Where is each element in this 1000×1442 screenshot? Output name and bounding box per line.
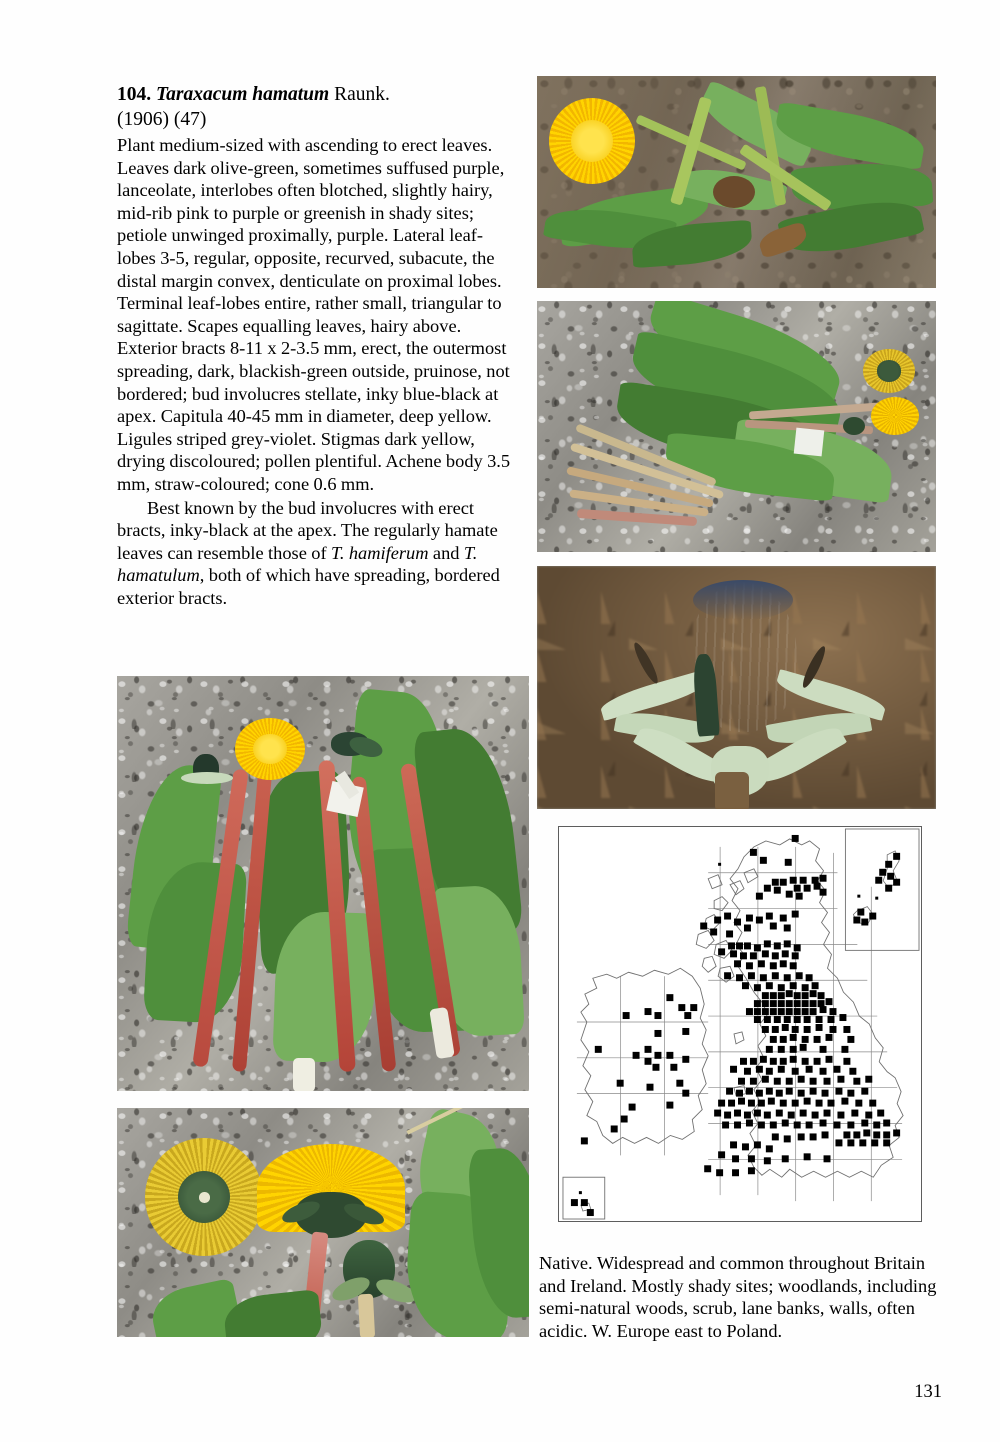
flower-head xyxy=(549,98,635,184)
page-number: 131 xyxy=(914,1382,942,1402)
inset-channel-islands xyxy=(563,1177,605,1219)
species-description: Plant medium-sized with ascending to erect leaves. Leaves dark olive-green, sometimes suffused purple, lanceolate, interlobes often blotched, slightly hairy, mid-rib pink to purple or greenish in shady sites; petiole unwinged proximally, purple. Lateral leaf-lobes 3-5, regular, opposite, recurved, subacute, the distal margin convex, denticulate on proximal lobes. Terminal leaf-lobes entire, rather small, triangular to sagittate. Scapes equalling leaves, hairy above. Exterior bracts 8-11 x 2-3.5 mm, erect, the outermost spreading, dark, blackish-green outside, pruinose, not bordered; bud involucres stellate, inky blue-black at apex. Capitula 40-45 mm in diameter, deep yellow. Ligules striped grey-violet. Stigmas dark yellow, drying discoloured; pollen plentiful. Achene body 3.5 mm, straw-coloured; cone 0.6 mm. xyxy=(117,135,511,494)
similar-species-1: T. hamiferum xyxy=(330,542,429,563)
species-text-column xyxy=(117,82,517,609)
species-authority: Raunk. xyxy=(334,84,390,105)
species-name: Taraxacum hamatum xyxy=(156,84,330,105)
map-coastline xyxy=(581,839,903,1177)
photo-rosette xyxy=(537,76,936,288)
capitulum-underside xyxy=(145,1138,263,1256)
map-grid xyxy=(577,847,902,1201)
distribution-map xyxy=(558,826,922,1222)
species-heading xyxy=(117,82,517,132)
photo-specimen-leaves xyxy=(537,301,936,552)
photo-bud-involucre xyxy=(537,566,936,809)
notes-joiner: and xyxy=(428,542,464,563)
flower-head xyxy=(235,718,305,780)
photo-capitula xyxy=(117,1108,529,1337)
species-notes xyxy=(117,497,517,610)
distribution-map-svg xyxy=(559,827,921,1221)
capitulum-underside xyxy=(863,349,915,393)
entry-number: 104. xyxy=(117,84,152,105)
notes-text-before: Best known by the bud involucres with erect bracts, inky-black at the apex. The regularly hamate leaves can resemble those of xyxy=(117,497,498,563)
similar-species-2: T. hamatulum xyxy=(117,542,478,586)
capitulum-side xyxy=(871,397,919,435)
species-citation: (1906) (47) xyxy=(117,109,207,130)
photo-leaves-petioles xyxy=(117,676,529,1091)
inset-shetland-orkney xyxy=(845,829,919,950)
notes-text-after: , both of which have spreading, bordered exterior bracts. xyxy=(117,565,500,608)
distribution-caption: Native. Widespread and common throughout Britain and Ireland. Mostly shady sites; woodlands, including semi-natural woods, scrub, lane banks, walls, often acidic. W. Europe east to Poland. xyxy=(539,1253,937,1341)
